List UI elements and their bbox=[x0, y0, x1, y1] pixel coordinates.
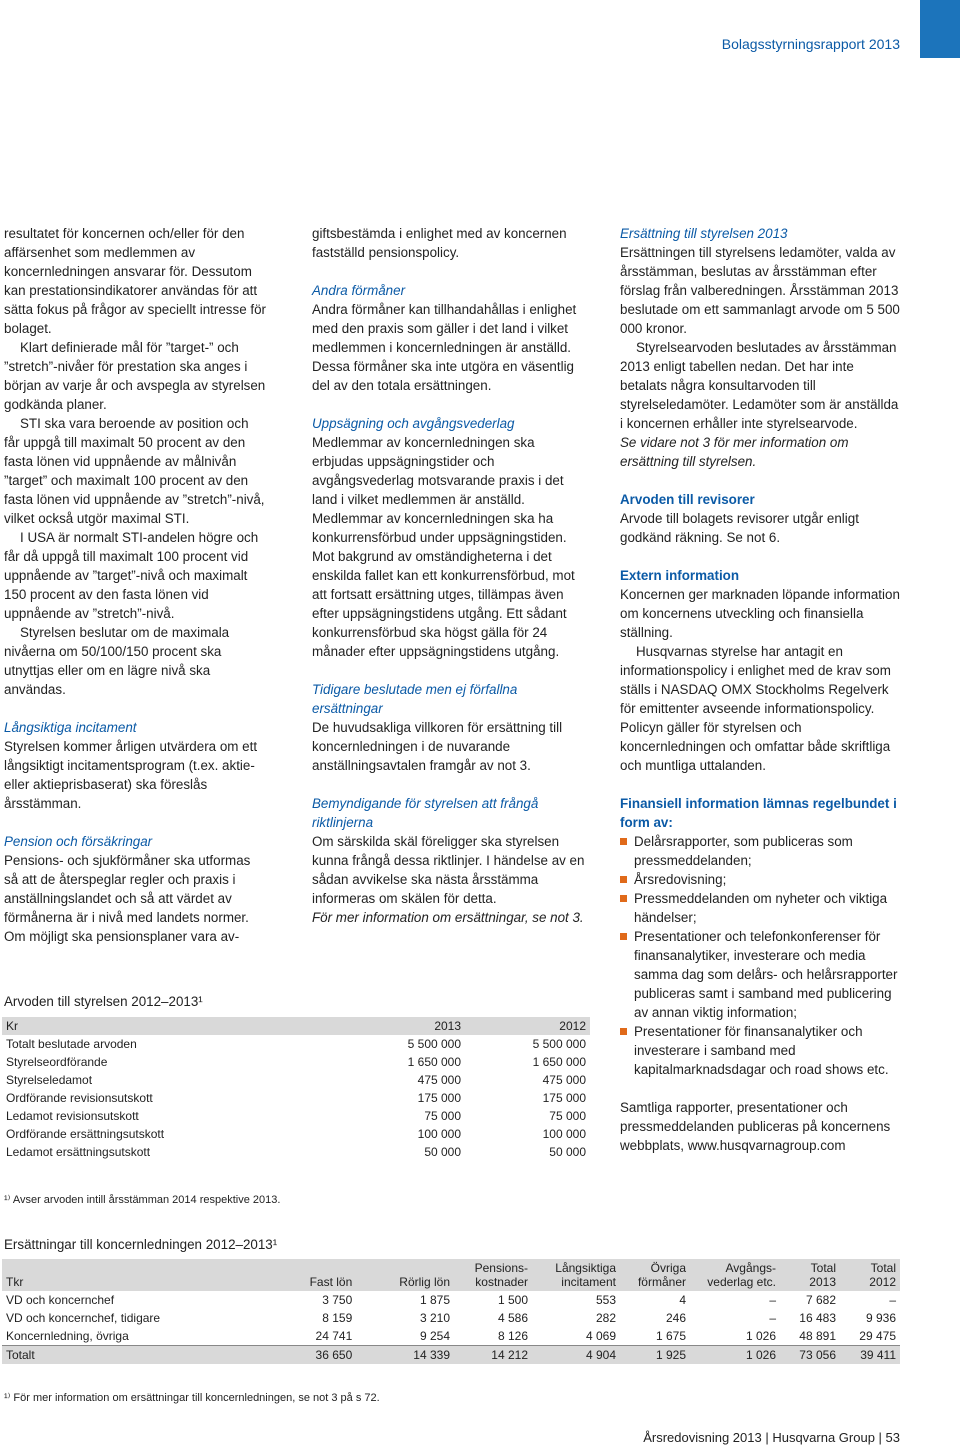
table-cell: 5 500 000 bbox=[407, 1037, 462, 1051]
paragraph: Arvode till bolagets revisorer utgår enligt godkänd räkning. Se not 6. bbox=[620, 511, 859, 545]
table-row bbox=[2, 1327, 900, 1346]
section-heading: Finansiell information lämnas regelbundet i form av: bbox=[620, 796, 897, 830]
table-cell: 50 000 bbox=[549, 1145, 586, 1159]
section-heading: Extern information bbox=[620, 568, 740, 583]
table-header: Kr bbox=[2, 1017, 340, 1035]
table-cell: 475 000 bbox=[542, 1073, 586, 1087]
table-total-row bbox=[2, 1346, 900, 1365]
table-cell: 1 026 bbox=[690, 1346, 780, 1365]
table-row bbox=[2, 1089, 590, 1107]
table-cell: 14 339 bbox=[356, 1346, 454, 1365]
paragraph: STI ska vara beroende av position och får uppgå till maximalt 50 procent av den fasta lönen vid uppnående av målnivån ”target” och maximalt 100 procent av den fasta lönen vid uppnående av ”stretch”-nivå, vilket också utgör maximal STI. bbox=[4, 416, 265, 526]
paragraph: Klart definierade mål för ”target-” och ”stretch”-nivåer för prestation ska anges i början av varje år och avspegla av styrelsen godkända planer. bbox=[4, 340, 266, 412]
table-cell: Ledamot revisionsutskott bbox=[6, 1109, 139, 1123]
table-cell: 36 650 bbox=[272, 1346, 356, 1365]
table-cell: 1 925 bbox=[620, 1346, 690, 1365]
paragraph: resultatet för koncernen och/eller för den affärsenhet som medlemmen av koncernledningen ansvarar för. Dessutom kan prestationsindikatorer användas för att sätta fokus på frågor av speciellt intresse för bolaget. bbox=[4, 226, 266, 336]
table-cell: 7 682 bbox=[805, 1293, 836, 1307]
text-column-1 bbox=[4, 224, 266, 946]
table-cell: Ordförande revisionsutskott bbox=[6, 1091, 153, 1105]
table-cell: 48 891 bbox=[799, 1329, 836, 1343]
paragraph: Styrelsen kommer årligen utvärdera om ett långsiktigt incitamentsprogram (t.ex. aktie- eller aktieprisbaserat) ska föreslås årsstämman. bbox=[4, 739, 258, 811]
paragraph: Andra förmåner kan tillhandahållas i enlighet med den praxis som gäller i det land i vilket medlemmen i koncernledningen är anställd. Dessa förmåner ska inte utgöra en väsentlig del av den totala ersättningen. bbox=[312, 302, 577, 393]
table-cell: 4 bbox=[679, 1293, 686, 1307]
paragraph: De huvudsakliga villkoren för ersättning till koncernledningen i de nuvarande anställningsavtalen framgår av not 3. bbox=[312, 720, 563, 773]
paragraph: Styrelsearvoden beslutades av årsstämman 2013 enligt tabellen nedan. Det har inte betalats några konsultarvoden till styrelseledamöter. Ledamöter som är anställda i koncernen erhåller inte styrelsearvode. bbox=[620, 340, 899, 431]
table-row bbox=[2, 1053, 590, 1071]
section-heading: Arvoden till revisorer bbox=[620, 492, 755, 507]
section-heading: Andra förmåner bbox=[312, 283, 406, 298]
section-heading: Uppsägning och avgångsvederlag bbox=[312, 416, 515, 431]
table-row bbox=[2, 1309, 900, 1327]
table-cell: – bbox=[769, 1293, 776, 1307]
table-cell: 5 500 000 bbox=[532, 1037, 586, 1051]
table-cell: 1 500 bbox=[497, 1293, 528, 1307]
table-cell: Styrelseledamot bbox=[6, 1073, 93, 1087]
table-cell: 4 586 bbox=[497, 1311, 528, 1325]
table-cell: 9 936 bbox=[865, 1311, 896, 1325]
table-cell: Totalt beslutade arvoden bbox=[6, 1037, 137, 1051]
paragraph: Pensions- och sjukförmåner ska utformas så att de återspeglar regler och praxis i anställningslandet och så att värdet av förmånerna är i nivå med landets normer. Om möjligt ska pensionsplaner vara av- bbox=[4, 853, 251, 944]
list-item: Delårsrapporter, som publiceras som pressmeddelanden; bbox=[620, 832, 900, 870]
table-cell: Totalt bbox=[2, 1346, 272, 1365]
table-row bbox=[2, 1107, 590, 1125]
table-cell: 1 875 bbox=[419, 1293, 450, 1307]
paragraph: Medlemmar av koncernledningen ska erbjudas uppsägningstider och avgångsvederlag motsvarande praxis i det land i vilket medlemmen är anställd. Medlemmar av koncernledningen ska ha konkurrensförbud under uppsägningstiden. Mot bakgrund av omständigheterna i det enskilda fallet kan ett konkurrensförbud, mot att fortsatt ersättning utges, tillämpas även efter uppsägningstidens utgång. Ett sådant konkurrensförbud ska högst gälla för 24 månader efter uppsägningstidens utgång. bbox=[312, 435, 575, 659]
text-column-2 bbox=[312, 224, 588, 927]
table-cell: 3 210 bbox=[419, 1311, 450, 1325]
table-cell: 50 000 bbox=[424, 1145, 462, 1159]
table-header: Total 2013 bbox=[780, 1259, 840, 1291]
table-row bbox=[2, 1143, 590, 1161]
table-header: Avgångs-vederlag etc. bbox=[690, 1259, 780, 1291]
table-cell: Ordförande ersättningsutskott bbox=[6, 1127, 165, 1141]
paragraph: Ersättningen till styrelsens ledamöter, valda av årsstämman, beslutas av årsstämman efter förslag från valberedningen. Årsstämman 2013 beslutade om ett sammanlagt arvode om 5 500 000 kronor. bbox=[620, 245, 900, 336]
table-cell: 9 254 bbox=[419, 1329, 450, 1343]
paragraph: Se vidare not 3 för mer information om ersättning till styrelsen. bbox=[620, 435, 849, 469]
paragraph: Om särskilda skäl föreligger ska styrelsen kunna frångå dessa riktlinjer. I händelse av en sådan avvikelse ska nästa årsstämma informeras om skälen för detta. bbox=[312, 834, 585, 906]
table-header: Rörlig lön bbox=[356, 1259, 454, 1291]
table-cell: 175 000 bbox=[542, 1091, 586, 1105]
paragraph: Samtliga rapporter, presentationer och pressmeddelanden publiceras på koncernens webbplats, www.husqvarnagroup.com bbox=[620, 1100, 891, 1153]
table-cell: Ledamot ersättningsutskott bbox=[6, 1145, 151, 1159]
paragraph: Koncernen ger marknaden löpande information om koncernens utveckling och finansiella ställning. bbox=[620, 587, 900, 640]
table-cell: 8 126 bbox=[497, 1329, 528, 1343]
list-item: Presentationer och telefonkonferenser för finansanalytiker, investerare och media samma dag som delårs- och helårsrapporter publiceras samt i samband med publicering av annan viktig information; bbox=[620, 927, 900, 1022]
table-cell: 246 bbox=[665, 1311, 686, 1325]
list-item: Pressmeddelanden om nyheter och viktiga händelser; bbox=[620, 889, 900, 927]
table-header: Övriga förmåner bbox=[620, 1259, 690, 1291]
table-header: 2013 bbox=[340, 1017, 465, 1035]
table-cell: 1 650 000 bbox=[532, 1055, 586, 1069]
table-header: Total 2012 bbox=[840, 1259, 900, 1291]
table-cell: 75 000 bbox=[424, 1109, 462, 1123]
table-cell: 29 475 bbox=[859, 1329, 896, 1343]
table-cell: Styrelseordförande bbox=[6, 1055, 108, 1069]
table-cell: 3 750 bbox=[322, 1293, 353, 1307]
paragraph: För mer information om ersättningar, se not 3. bbox=[312, 910, 584, 925]
list-item: Presentationer för finansanalytiker och investerare i samband med kapitalmarknadsdagar och road shows etc. bbox=[620, 1022, 900, 1079]
section-heading: Pension och försäkringar bbox=[4, 834, 153, 849]
page-footer: Årsredovisning 2013 | Husqvarna Group | 53 bbox=[643, 1430, 900, 1445]
table-cell: 1 650 000 bbox=[407, 1055, 462, 1069]
table-cell: 73 056 bbox=[780, 1346, 840, 1365]
list-item: Årsredovisning; bbox=[620, 870, 900, 889]
page-header-title: Bolagsstyrningsrapport 2013 bbox=[721, 36, 900, 52]
paragraph: Styrelsen beslutar om de maximala nivåerna om 50/100/150 procent ska utnyttjas eller om en lägre nivå ska användas. bbox=[4, 625, 230, 697]
table-cell: 1 675 bbox=[655, 1329, 686, 1343]
header-accent-bar bbox=[920, 0, 960, 58]
table-row bbox=[2, 1035, 590, 1053]
table-cell: 14 212 bbox=[454, 1346, 532, 1365]
paragraph: giftsbestämda i enlighet med av koncernen fastställd pensionspolicy. bbox=[312, 226, 567, 260]
section-heading: Bemyndigande för styrelsen att frångå riktlinjerna bbox=[312, 796, 539, 830]
table-cell: Koncernledning, övriga bbox=[6, 1329, 129, 1343]
table-cell: – bbox=[769, 1311, 776, 1325]
table-cell: 175 000 bbox=[417, 1091, 462, 1105]
mgmt-remuneration-table bbox=[2, 1259, 900, 1364]
table-cell: 100 000 bbox=[542, 1127, 586, 1141]
table-cell: 24 741 bbox=[315, 1329, 353, 1343]
table-cell: 282 bbox=[595, 1311, 616, 1325]
table-cell: VD och koncernchef, tidigare bbox=[6, 1311, 161, 1325]
table-cell: 100 000 bbox=[417, 1127, 462, 1141]
table-header: 2012 bbox=[465, 1017, 590, 1035]
table-header: Fast lön bbox=[272, 1259, 356, 1291]
table-cell: VD och koncernchef bbox=[6, 1293, 115, 1307]
table-cell: 16 483 bbox=[799, 1311, 836, 1325]
paragraph: I USA är normalt STI-andelen högre och får då uppgå till maximalt 100 procent vid uppnående av ”target”-nivå och maximalt 150 procent av den fasta lönen vid uppnående av ”stretch”-nivå. bbox=[4, 530, 259, 621]
footnote: ¹⁾ För mer information om ersättningar till koncernledningen, se not 3 på s 72. bbox=[4, 1392, 380, 1404]
footnote: ¹⁾ Avser arvoden intill årsstämman 2014 respektive 2013. bbox=[4, 1194, 281, 1206]
table-header: Pensions-kostnader bbox=[454, 1259, 532, 1291]
mgmt-table-title: Ersättningar till koncernledningen 2012–2013¹ bbox=[4, 1237, 278, 1252]
section-heading: Långsiktiga incitament bbox=[4, 720, 137, 735]
table-cell: 475 000 bbox=[417, 1073, 462, 1087]
table-cell: 8 159 bbox=[322, 1311, 353, 1325]
table-header: Långsiktiga incitament bbox=[532, 1259, 620, 1291]
table-cell: 39 411 bbox=[840, 1346, 900, 1365]
section-heading: Tidigare beslutade men ej förfallna ersättningar bbox=[312, 682, 518, 716]
text-column-3 bbox=[620, 224, 900, 1155]
table-cell: 75 000 bbox=[549, 1109, 586, 1123]
table-row bbox=[2, 1071, 590, 1089]
bullet-list bbox=[620, 832, 900, 1079]
table-cell: 553 bbox=[595, 1293, 616, 1307]
board-table-title: Arvoden till styrelsen 2012–2013¹ bbox=[4, 994, 203, 1009]
table-header: Tkr bbox=[2, 1259, 272, 1291]
table-cell: 4 069 bbox=[585, 1329, 616, 1343]
table-cell: 1 026 bbox=[745, 1329, 776, 1343]
table-row bbox=[2, 1125, 590, 1143]
section-heading: Ersättning till styrelsen 2013 bbox=[620, 226, 788, 241]
table-cell: – bbox=[889, 1293, 896, 1307]
table-cell: 4 904 bbox=[532, 1346, 620, 1365]
paragraph: Husqvarnas styrelse har antagit en informationspolicy i enlighet med de krav som ställs i NASDAQ OMX Stockholms Regelverk för emittenter avseende informationspolicy. Policyn gäller för styrelsen och koncernledningen och omfattar både skriftliga och muntliga uttalanden. bbox=[620, 644, 891, 773]
board-fees-table bbox=[2, 1017, 590, 1161]
table-row bbox=[2, 1291, 900, 1309]
